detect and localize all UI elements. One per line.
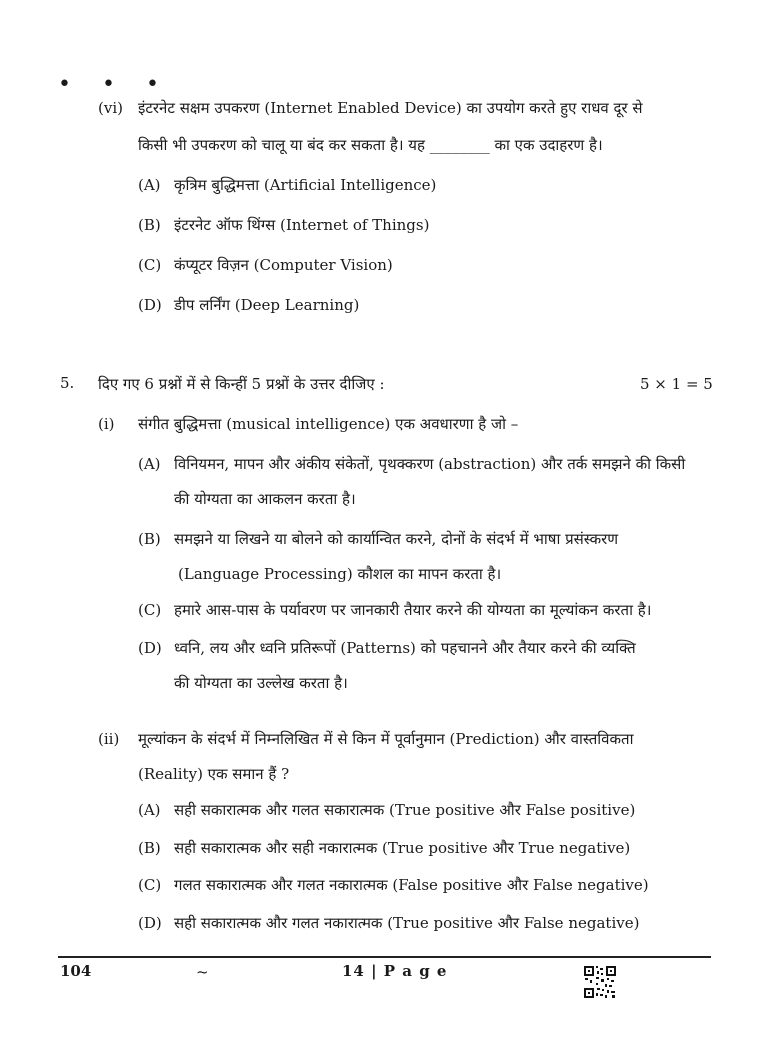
q5-ii-stem-line2: (Reality) एक समान हैं ? [138, 765, 290, 783]
q5-i-option-d-label: (D) [138, 639, 162, 657]
q5-number: 5. [60, 374, 75, 392]
q5-ii-option-c-text: गलत सकारात्मक और गलत नकारात्मक (False positive और False negative) [174, 876, 649, 894]
q5-i-option-d-line1: ध्वनि, लय और ध्वनि प्रतिरूपों (Patterns) को पहचानने और तैयार करने की व्यक्ति [174, 639, 636, 657]
paper-code: 104 [60, 962, 92, 980]
q4-vi-option-c-text: कंप्यूटर विज़न (Computer Vision) [174, 256, 393, 274]
q5-i-option-a-line2: की योग्यता का आकलन करता है। [174, 490, 356, 508]
q4-vi-stem-line2: किसी भी उपकरण को चालू या बंद कर सकता है। यह ________ का एक उदाहरण है। [138, 136, 603, 154]
qr-code-icon [583, 965, 617, 999]
q5-ii-stem-line1: मूल्यांकन के संदर्भ में निम्नलिखित में से किन में पूर्वानुमान (Prediction) और वास्तविकता [138, 730, 634, 748]
q4-vi-option-d-text: डीप लर्निंग (Deep Learning) [174, 296, 360, 314]
q5-marks: 5 × 1 = 5 [640, 375, 713, 393]
q4-vi-option-c-label: (C) [138, 256, 162, 274]
q4-vi-stem-line1: इंटरनेट सक्षम उपकरण (Internet Enabled Device) का उपयोग करते हुए राधव दूर से [138, 99, 643, 117]
q5-ii-option-d-label: (D) [138, 914, 162, 932]
q4-vi-option-d-label: (D) [138, 296, 162, 314]
q4-vi-option-b-label: (B) [138, 216, 161, 234]
q5-i-stem: संगीत बुद्धिमत्ता (musical intelligence) एक अवधारणा है जो – [138, 415, 519, 433]
q5-ii-option-c-label: (C) [138, 876, 162, 894]
bullet-dots: • • • [58, 72, 171, 97]
q5-i-option-b-line1: समझने या लिखने या बोलने को कार्यान्वित करने, दोनों के संदर्भ में भाषा प्रसंस्करण [174, 530, 619, 548]
q5-i-option-c-label: (C) [138, 601, 162, 619]
q5-ii-option-b-text: सही सकारात्मक और सही नकारात्मक (True positive और True negative) [174, 839, 631, 857]
q5-ii-option-a-text: सही सकारात्मक और गलत सकारात्मक (True positive और False positive) [174, 801, 636, 819]
q5-ii-label: (ii) [98, 730, 120, 748]
q5-i-label: (i) [98, 415, 115, 433]
q5-i-option-c-line1: हमारे आस-पास के पर्यावरण पर जानकारी तैयार करने की योग्यता का मूल्यांकन करता है। [174, 601, 652, 619]
q5-i-option-a-label: (A) [138, 455, 161, 473]
q4-vi-option-a-label: (A) [138, 176, 161, 194]
q5-i-option-b-line2: (Language Processing) कौशल का मापन करता है। [178, 565, 502, 583]
q5-ii-option-b-label: (B) [138, 839, 161, 857]
page-number: 14 | P a g e [342, 962, 448, 980]
footer-divider [58, 956, 711, 958]
q4-vi-option-a-text: कृत्रिम बुद्धिमत्ता (Artificial Intelligence) [174, 176, 437, 194]
footer-tilde: ~ [196, 963, 209, 981]
q5-instruction: दिए गए 6 प्रश्नों में से किन्हीं 5 प्रश्नों के उत्तर दीजिए : [98, 375, 385, 393]
q5-i-option-a-line1: विनियमन, मापन और अंकीय संकेतों, पृथक्करण (abstraction) और तर्क समझने की किसी [174, 455, 686, 473]
q4-vi-option-b-text: इंटरनेट ऑफ थिंग्स (Internet of Things) [174, 216, 430, 234]
q5-i-option-d-line2: की योग्यता का उल्लेख करता है। [174, 674, 348, 692]
q5-ii-option-d-text: सही सकारात्मक और गलत नकारात्मक (True positive और False negative) [174, 914, 640, 932]
q5-ii-option-a-label: (A) [138, 801, 161, 819]
q4-vi-label: (vi) [98, 99, 123, 117]
q5-i-option-b-label: (B) [138, 530, 161, 548]
